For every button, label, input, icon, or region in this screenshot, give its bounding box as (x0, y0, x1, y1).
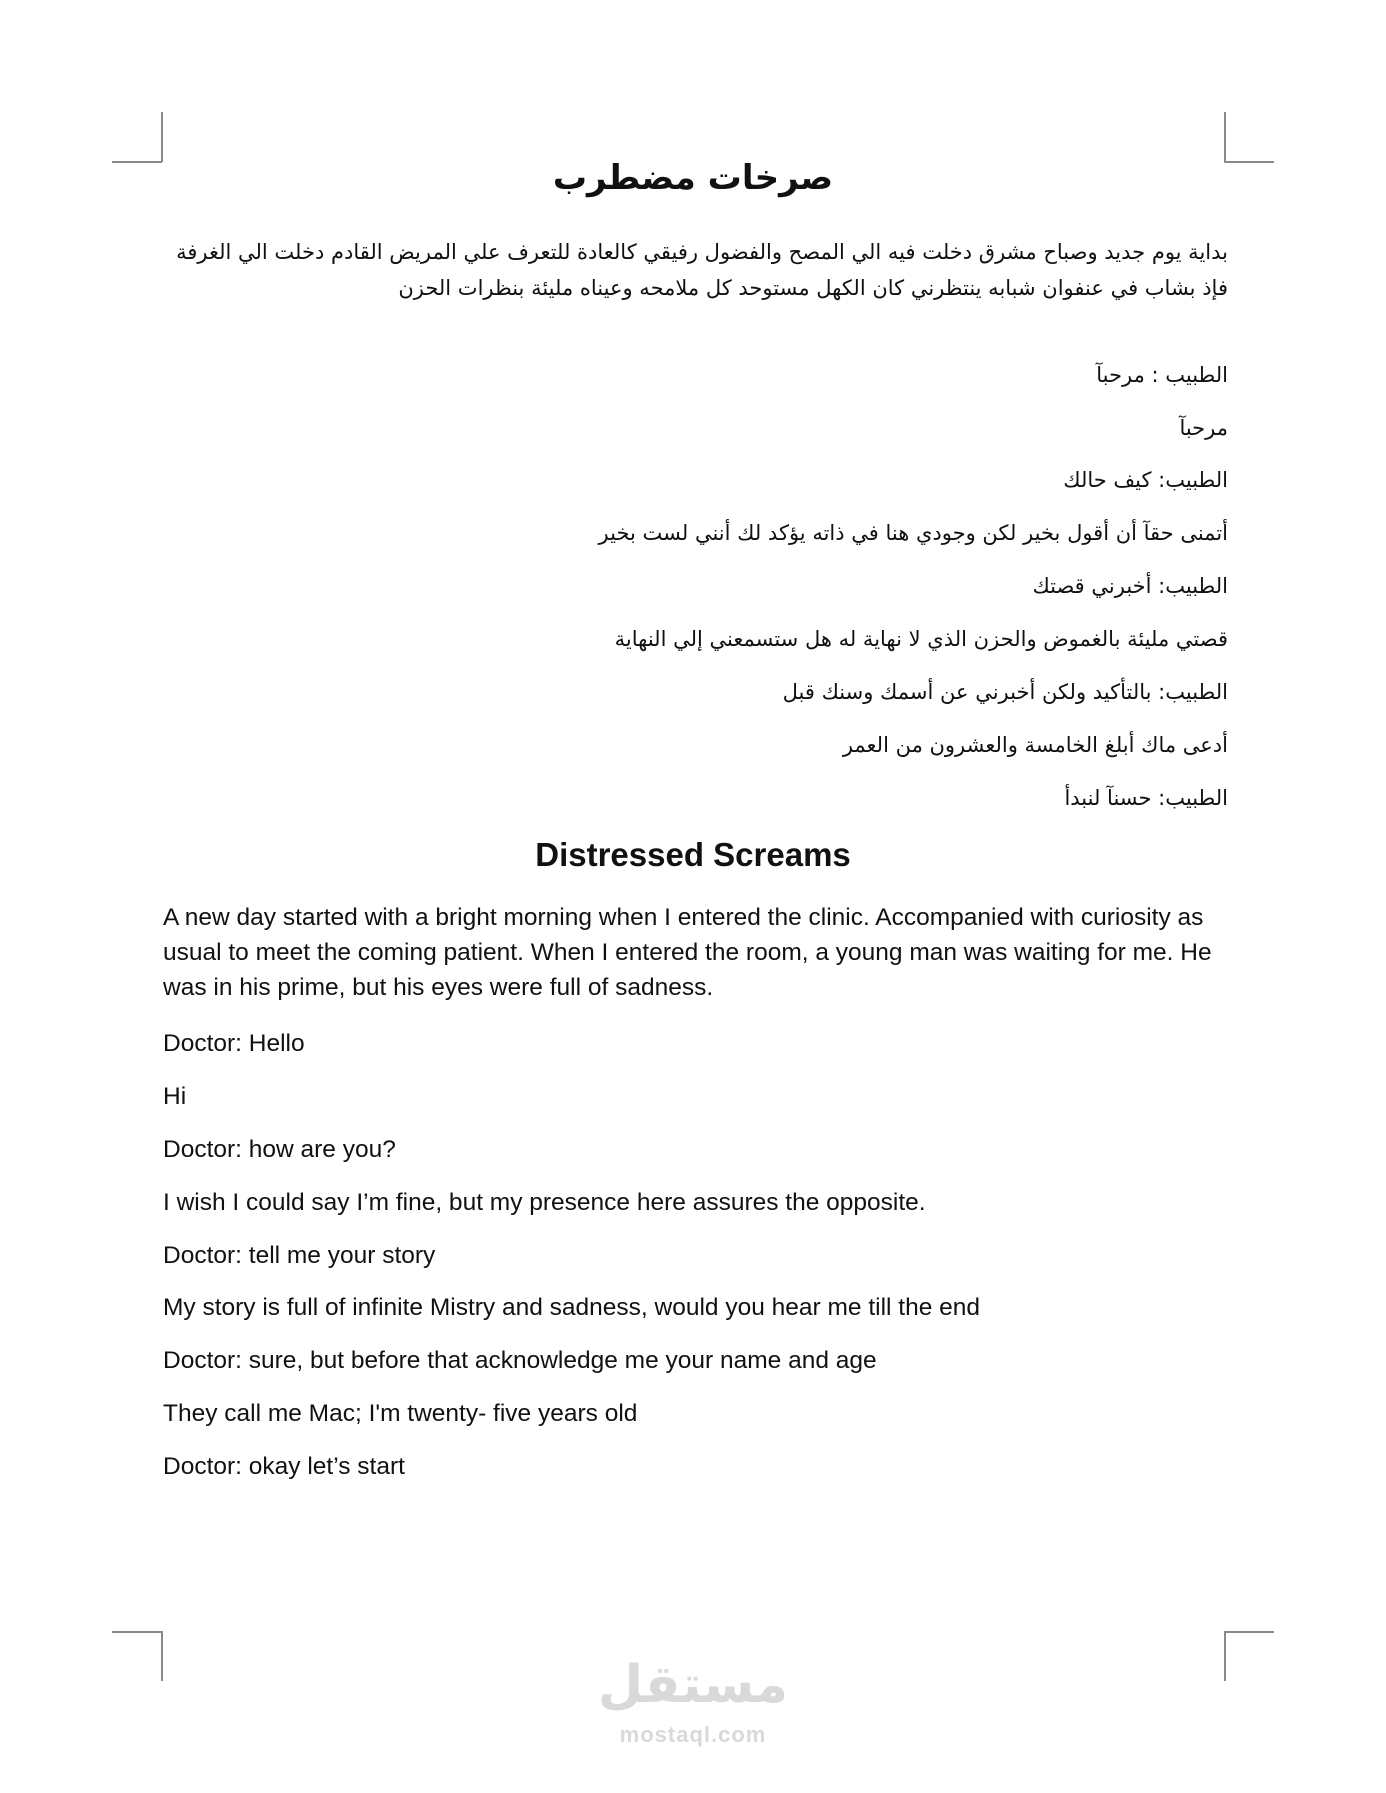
english-intro-paragraph: A new day started with a bright morning when I entered the clinic. Accompanied with curiosity as usual to meet the coming patient. When I entered the room, a young man was waiting for me. He was in his prime, but his eyes were full of sadness. (163, 904, 1212, 1001)
arabic-dialogue-line: الطبيب: أخبرني قصتك (1032, 574, 1228, 598)
crop-mark-top-right-vertical (1224, 112, 1226, 162)
arabic-dialogue-line: أتمنى حقآ أن أقول بخير لكن وجودي هنا في ذاته يؤكد لك أنني لست بخير (598, 521, 1228, 545)
arabic-intro-paragraph: بداية يوم جديد وصباح مشرق دخلت فيه الي المصح والفضول رفيقي كالعادة للتعرف علي المريض القادم دخلت الي الغرفة فإذ بشاب في عنفوان شبابه ينتظرني كان الكهل مستوحد كل ملامحه وعيناه مليئة بنظرات الحزن (176, 240, 1228, 300)
english-dialogue-line: Doctor: okay let’s start (163, 1453, 405, 1480)
watermark-logo: مستقل (597, 1655, 789, 1715)
arabic-title: صرخات مضطرب (552, 158, 834, 198)
arabic-dialogue-line: الطبيب : مرحبآ (1096, 363, 1228, 387)
crop-mark-bottom-left-horizontal (112, 1631, 162, 1633)
english-title: Distressed Screams (535, 836, 851, 873)
english-dialogue-line: Hi (163, 1083, 187, 1110)
arabic-dialogue-line: الطبيب: كيف حالك (1063, 468, 1228, 492)
watermark-url: mostaql.com (619, 1722, 767, 1747)
english-dialogue-line: Doctor: Hello (163, 1030, 305, 1057)
english-dialogue-line: Doctor: tell me your story (163, 1242, 436, 1269)
crop-mark-top-left-vertical (161, 112, 163, 162)
english-dialogue-line: They call me Mac; I'm twenty- five years old (163, 1400, 638, 1427)
arabic-dialogue-line: قصتي مليئة بالغموض والحزن الذي لا نهاية له هل ستسمعني إلي النهاية (614, 627, 1228, 651)
english-dialogue-line: Doctor: sure, but before that acknowledge me your name and age (163, 1347, 877, 1374)
arabic-dialogue-line: الطبيب: حسنآ لنبدأ (1064, 786, 1228, 810)
arabic-dialogue-line: الطبيب: بالتأكيد ولكن أخبرني عن أسمك وسنك قبل (782, 680, 1228, 704)
arabic-dialogue-line: أدعى ماك أبلغ الخامسة والعشرون من العمر (842, 733, 1228, 757)
english-dialogue-line: Doctor: how are you? (163, 1136, 396, 1163)
english-dialogue-line: My story is full of infinite Mistry and sadness, would you hear me till the end (163, 1294, 981, 1321)
arabic-dialogue-line: مرحبآ (1179, 416, 1228, 440)
english-dialogue-line: I wish I could say I’m fine, but my presence here assures the opposite. (163, 1189, 926, 1216)
crop-mark-bottom-right-horizontal (1224, 1631, 1274, 1633)
